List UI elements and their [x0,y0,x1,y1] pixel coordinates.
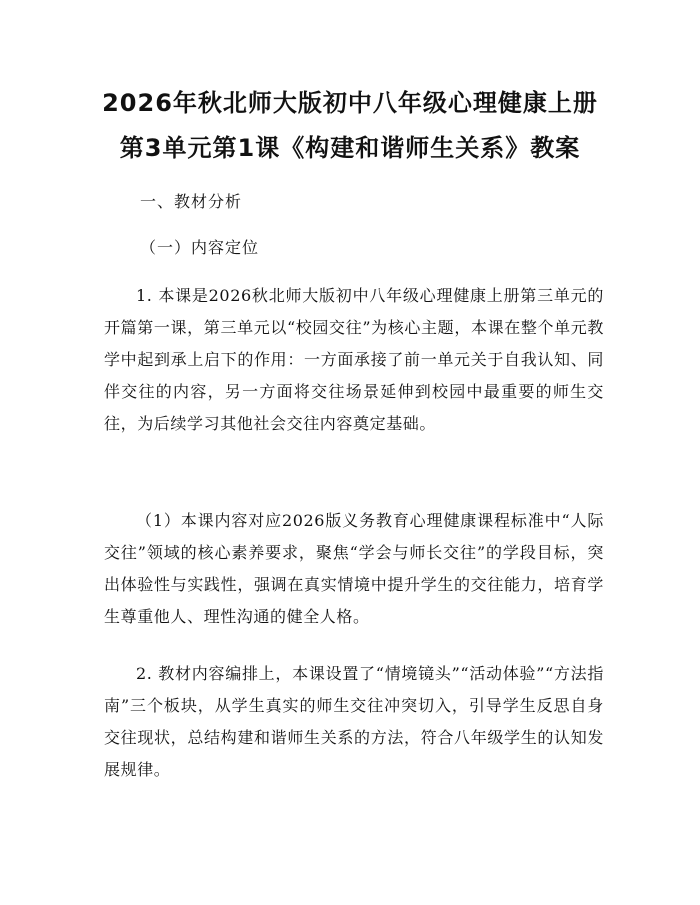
section-heading-textbook-analysis: 一、教材分析 [140,192,243,211]
subsection-heading-content-positioning: （一）内容定位 [140,238,260,257]
document-title-line-1: 2026年秋北师大版初中八年级心理健康上册 [102,89,598,117]
document-title-line-2: 第3单元第1课《构建和谐师生关系》教案 [119,134,581,162]
paragraph-textbook-arrangement: 2. 教材内容编排上，本课设置了“情境镜头”“活动体验”“方法指南”三个板块，从学生真实的师生交往冲突切入，引导学生反思自身交往现状，总结构建和谐师生关系的方法，符合八年级学生的认知发展规律。 [104,664,604,779]
paragraph-curriculum-standard: （1）本课内容对应2026版义务教育心理健康课程标准中“人际交往”领域的核心素养要求，聚焦“学会与师长交往”的学段目标，突出体验性与实践性，强调在真实情境中提升学生的交往能力，培育学生尊重他人、理性沟通的健全人格。 [104,511,604,626]
paragraph-lesson-position: 1. 本课是2026秋北师大版初中八年级心理健康上册第三单元的开篇第一课，第三单元以“校园交往”为核心主题，本课在整个单元教学中起到承上启下的作用：一方面承接了前一单元关于自我认知、同伴交往的内容，另一方面将交往场景延伸到校园中最重要的师生交往，为后续学习其他社会交往内容奠定基础。 [104,286,604,433]
